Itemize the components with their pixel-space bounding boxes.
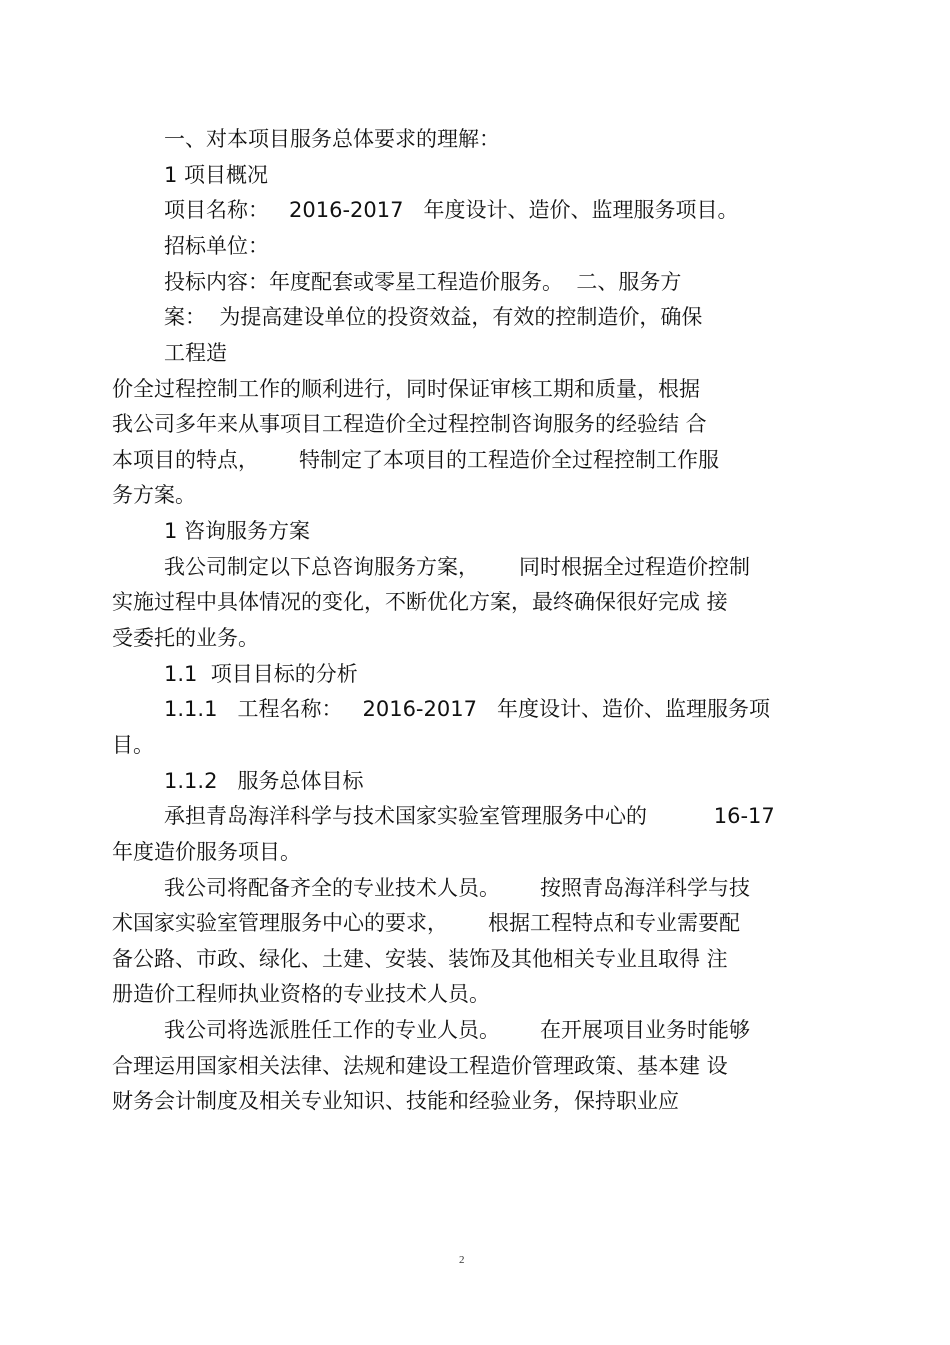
- paragraph-line: 我公司将选派胜任工作的专业人员。 在开展项目业务时能够: [164, 1018, 751, 1042]
- paragraph-line: 受委托的业务。: [112, 626, 259, 650]
- paragraph-line: 承担青岛海洋科学与技术国家实验室管理服务中心的 16-17: [164, 804, 775, 828]
- paragraph-line: 册造价工程师执业资格的专业技术人员。: [112, 982, 490, 1006]
- paragraph-line: 我公司多年来从事项目工程造价全过程控制咨询服务的经验结 合: [112, 412, 707, 436]
- paragraph-line: 本项目的特点， 特制定了本项目的工程造价全过程控制工作服: [112, 448, 720, 472]
- paragraph-line: 备公路、市政、绿化、土建、安装、装饰及其他相关专业且取得 注: [112, 947, 728, 971]
- paragraph-line: 年度造价服务项目。: [112, 840, 301, 864]
- paragraph-line: 目。: [112, 733, 154, 757]
- project-name-line: 项目名称： 2016-2017 年度设计、造价、监理服务项目。: [164, 198, 739, 222]
- bid-content-line: 投标内容：年度配套或零星工程造价服务。 二、服务方: [164, 270, 682, 294]
- subheading-1-1: 1.1 项目目标的分析: [164, 662, 358, 686]
- paragraph-line: 务方案。: [112, 483, 196, 507]
- paragraph-line: 价全过程控制工作的顺利进行，同时保证审核工期和质量，根据: [112, 377, 700, 401]
- paragraph-line: 实施过程中具体情况的变化，不断优化方案，最终确保很好完成 接: [112, 590, 728, 614]
- subheading-1-1-2: 1.1.2 服务总体目标: [164, 769, 364, 793]
- paragraph-line: 我公司制定以下总咨询服务方案， 同时根据全过程造价控制: [164, 555, 751, 579]
- paragraph-line: 我公司将配备齐全的专业技术人员。 按照青岛海洋科学与技: [164, 876, 751, 900]
- paragraph-line: 案： 为提高建设单位的投资效益，有效的控制造价，确保: [164, 305, 703, 329]
- subheading-1-1-1: 1.1.1 工程名称： 2016-2017 年度设计、造价、监理服务项: [164, 697, 770, 721]
- page-number: 2: [459, 1254, 465, 1266]
- paragraph-line: 合理运用国家相关法律、法规和建设工程造价管理政策、基本建 设: [112, 1054, 728, 1078]
- paragraph-line: 术国家实验室管理服务中心的要求， 根据工程特点和专业需要配: [112, 911, 741, 935]
- tender-unit-line: 招标单位：: [164, 234, 269, 258]
- subheading-consulting-plan: 1 咨询服务方案: [164, 519, 311, 543]
- section-heading-1: 一、对本项目服务总体要求的理解：: [164, 127, 500, 151]
- subheading-project-overview: 1 项目概况: [164, 163, 269, 187]
- paragraph-line: 工程造: [164, 341, 227, 365]
- paragraph-line: 财务会计制度及相关专业知识、技能和经验业务，保持职业应: [112, 1089, 679, 1113]
